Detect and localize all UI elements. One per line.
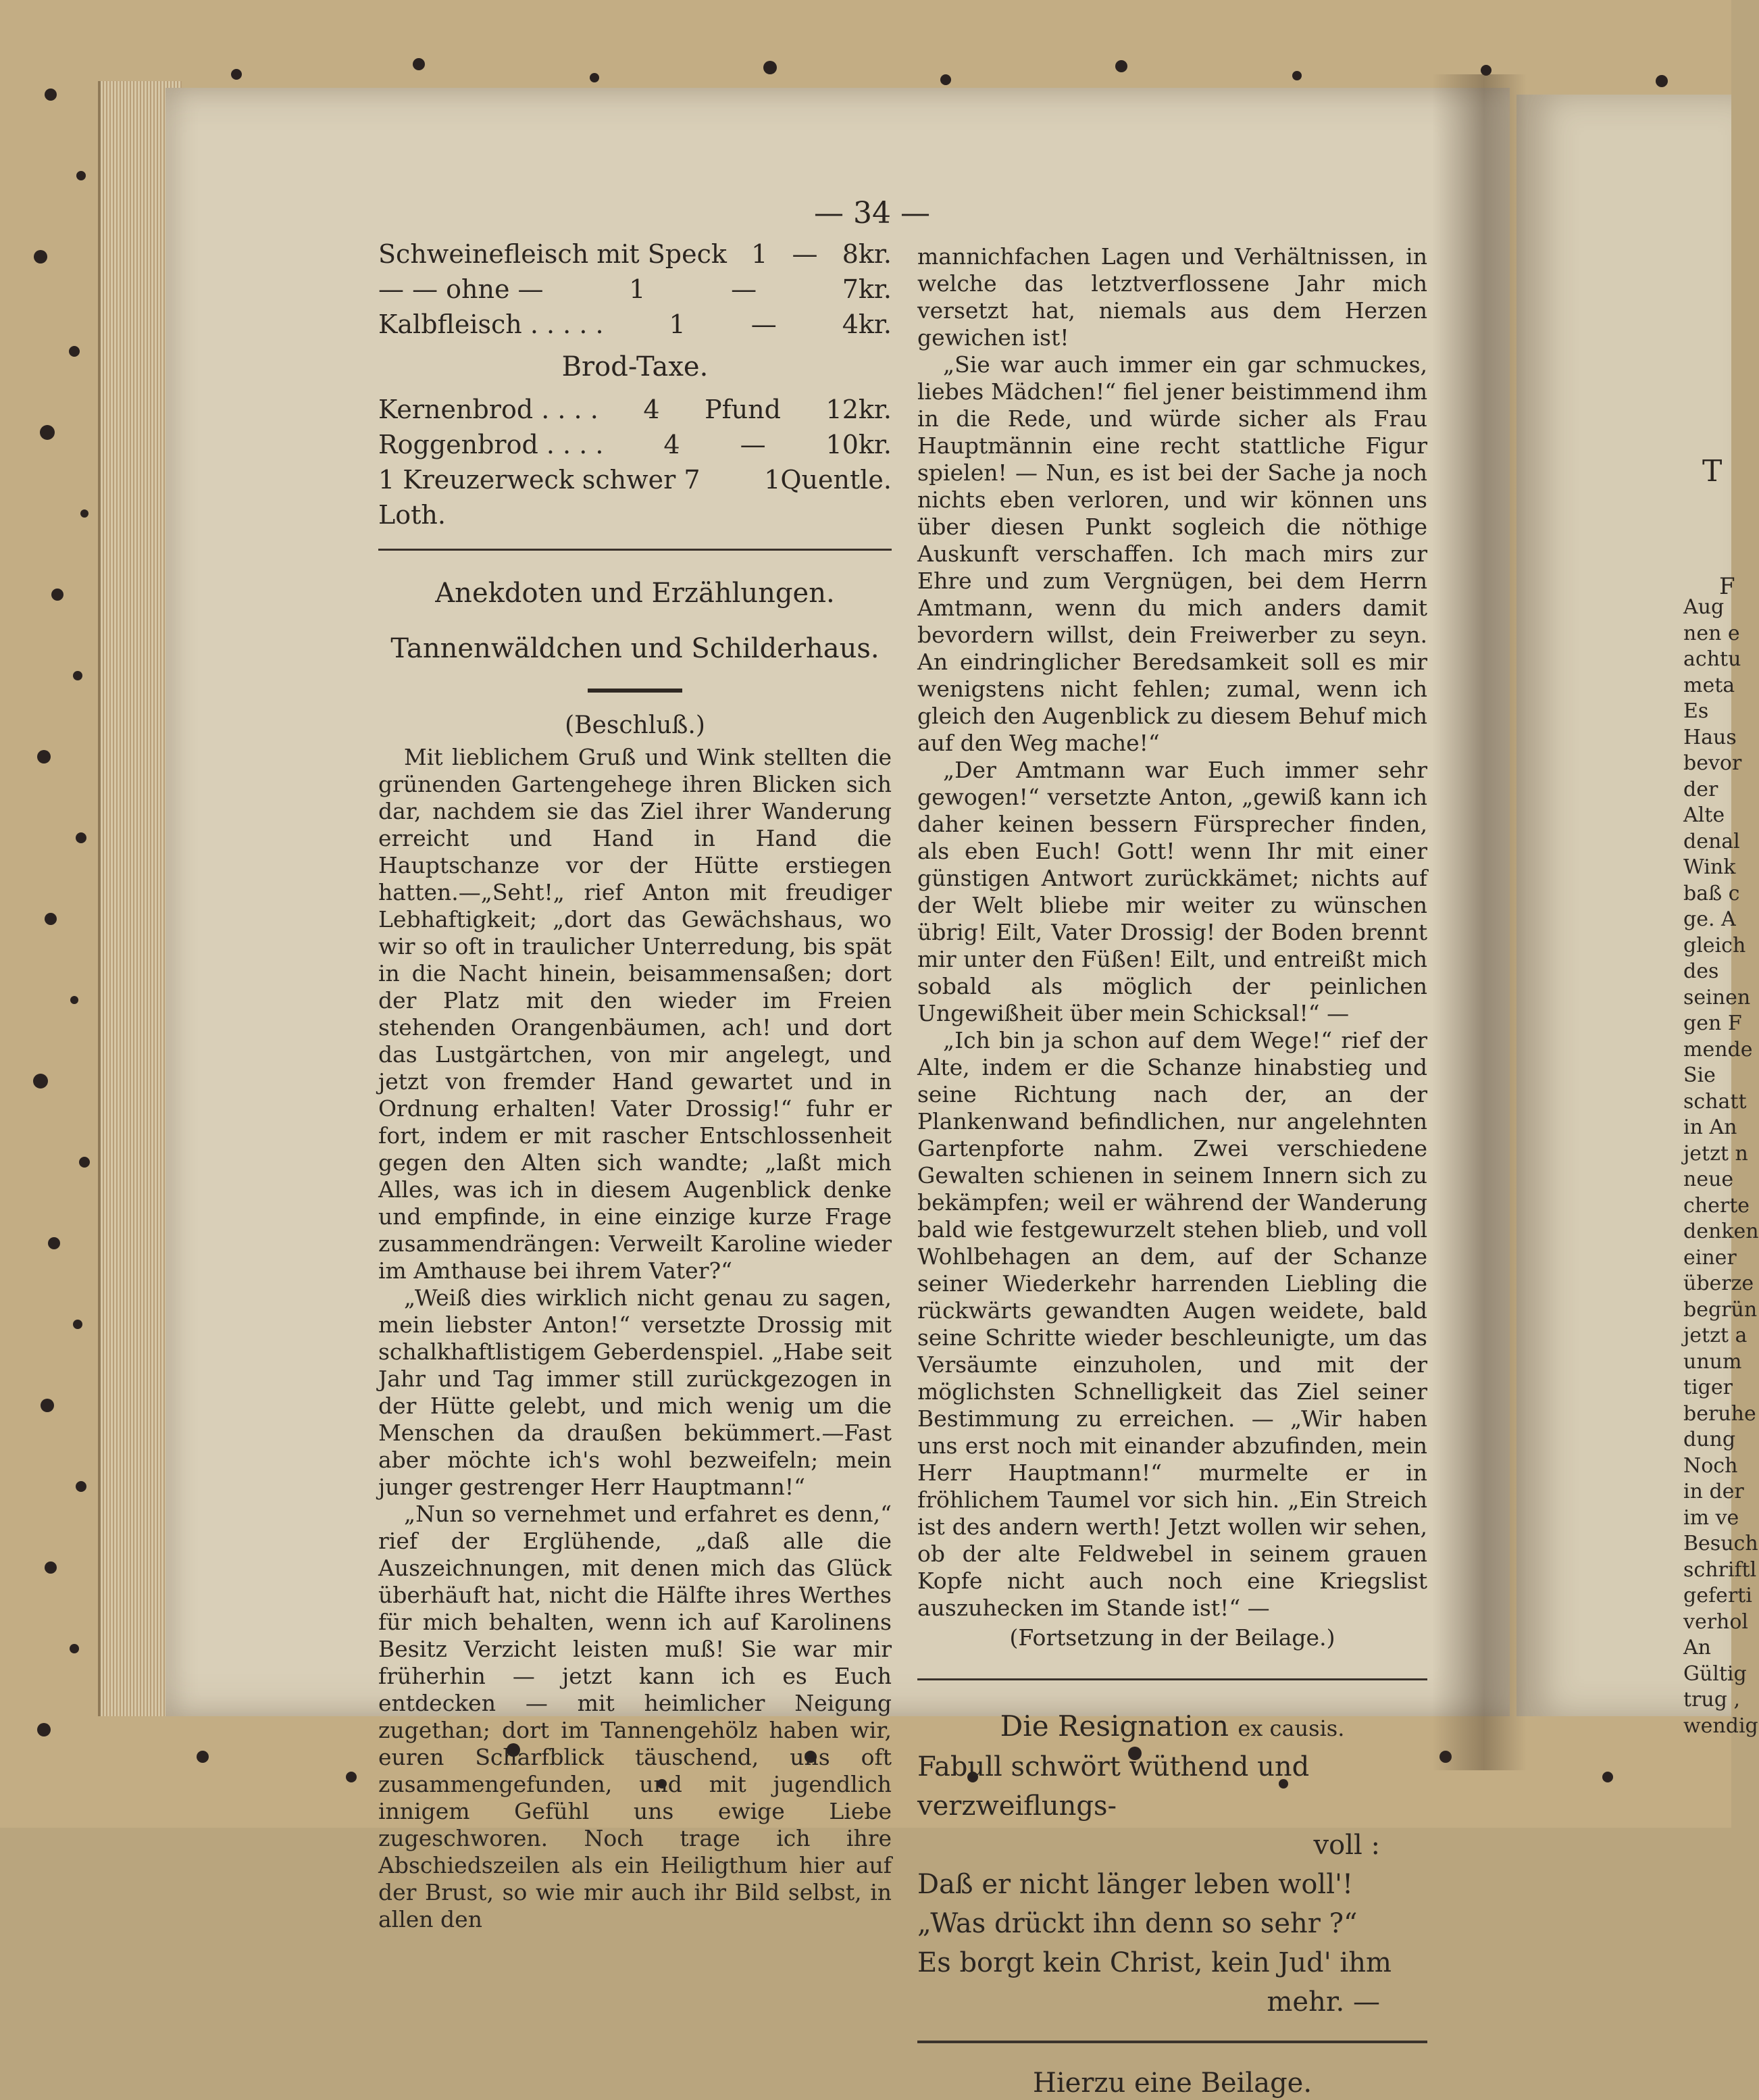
price-row [378, 236, 892, 272]
poem-title-suffix: ex causis. [1238, 1716, 1345, 1741]
bread-heading: Brod-Taxe. [561, 351, 709, 382]
facing-page-fragment: beruhe [1683, 1401, 1756, 1426]
poem-line: Fabull schwört wüthend und verzweiflungs- [917, 1751, 1310, 1822]
paragraph: mannichfachen Lagen und Verhältnissen, in welche das letztverflossene Jahr mich versetzt hat, niemals aus dem Herzen gewichen ist! [917, 243, 1427, 351]
story-title: Tannenwäldchen und Schilderhaus. [390, 633, 880, 664]
price-item: Kalbfleisch . . . . . [378, 309, 604, 339]
facing-page-fragment: einer [1683, 1245, 1737, 1270]
paragraph: „Nun so vernehmet und erfahret es denn,“ rief der Erglühende, „daß alle die Auszeichnungen, mit denen mich das Glück überhäuft hat, nicht die Hälfte ihres Werthes für mich behalten, wenn ich auf Karolinens Besitz Verzicht leisten muß! Sie war mir früherhin — jetzt kann ich es Euch entdecken — mit heimlicher Neigung zugethan; dort im Tannengehölz haben wir, euren Scharfblick täuschend, uns oft zusammengefunden, und mit jugendlich innigem Gefühl uns ewige Liebe zugeschworen. Noch trage ich ihre Abschiedszeilen als ein Heiligthum hier auf der Brust, so wie mir auch ihr Bild selbst, in allen den [378, 1501, 892, 1932]
facing-page-fragment: Sie [1683, 1064, 1716, 1087]
price-value: 8kr. [842, 239, 892, 269]
price-row [378, 307, 892, 342]
price-value: 4kr. [842, 309, 892, 339]
price-row [378, 462, 892, 532]
divider [378, 549, 892, 551]
facing-page-fragment: überze [1683, 1272, 1754, 1295]
price-dash: — [792, 239, 818, 269]
facing-page-fragment: Noch [1683, 1453, 1738, 1478]
poem-title-line [917, 1707, 1427, 1747]
paragraph: „Der Amtmann war Euch immer sehr gewogen!“ versetzte Anton, „gewiß kann ich daher keinen bessern Fürsprecher finden, als eben Euch! Gott! wenn Ihr mit einer günstigen Antwort zurückkämet; nichts auf der Welt bliebe mir weiter zu wünschen übrig! Eilt, Vater Drossig! der Boden brennt mir unter den Füßen! Eilt, und entreißt mich sobald als möglich der peinlichen Ungewißheit über mein Schicksal!“ — [917, 757, 1427, 1026]
facing-page-fragment: in der [1683, 1480, 1744, 1503]
facing-page-fragment: trug , [1683, 1688, 1740, 1711]
price-dash: — [731, 274, 757, 304]
facing-page-fragment: Aug [1683, 595, 1725, 619]
poem-line: Daß er nicht länger leben woll'! [917, 1869, 1354, 1900]
facing-page-fragment: denken [1683, 1220, 1759, 1243]
facing-page-heading: T [1702, 454, 1723, 489]
poem-line: voll : [1313, 1830, 1380, 1861]
short-divider [588, 689, 682, 693]
facing-page-fragment: dung [1683, 1428, 1736, 1451]
price-qty: 1 [669, 309, 686, 339]
facing-page-fragment: achtu [1683, 647, 1741, 671]
facing-page-fragment: jetzt n [1683, 1141, 1748, 1166]
left-column [378, 236, 892, 1933]
paragraph: „Sie war auch immer ein gar schmuckes, liebes Mädchen!“ fiel jener beistimmend ihm in die Rede, und würde sicher als Frau Hauptmännin eine recht stattliche Figur spielen! — Nun, es ist bei der Sache ja noch nichts eben verloren, und wir können uns über diesen Punkt sogleich die nöthige Auskunft verschaffen. Ich mach mirs zur Ehre und zum Vergnügen, bei dem Herrn Amtmann, wenn du mich anders damit bevordern willst, dein Freiwerber zu seyn. An eindringlicher Beredsamkeit soll es mir wenigstens nicht fehlen; zumal, wenn ich gleich den Augenblick zu diesem Behuf mich auf den Weg mache!“ [917, 351, 1427, 756]
price-row [378, 392, 892, 427]
price-unit: Pfund [705, 395, 781, 424]
continuation-note: (Fortsetzung in der Beilage.) [1009, 1624, 1335, 1651]
poem [917, 1747, 1427, 2022]
facing-page-fragment: Gültig [1683, 1661, 1747, 1686]
price-qty: 4 [643, 395, 660, 424]
facing-page-fragment: neue [1683, 1168, 1734, 1191]
supplement-note: Hierzu eine Beilage. [1032, 2068, 1312, 2099]
facing-page-fragment: Wink [1683, 855, 1736, 879]
facing-page-fragment: der [1683, 777, 1718, 801]
price-row [378, 427, 892, 462]
spine-shadow [1432, 74, 1527, 1770]
facing-page-fragment: bevor [1683, 751, 1742, 775]
price-row [378, 272, 892, 307]
facing-page-fragment: Haus [1683, 725, 1737, 749]
facing-page-fragment: Besuch [1683, 1532, 1758, 1555]
facing-page-fragment: denal [1683, 829, 1740, 853]
price-value: Quentle. [780, 465, 892, 495]
facing-page-fragment: schriftl [1683, 1557, 1757, 1582]
price-item: — — ohne — [378, 274, 544, 304]
facing-page-fragment: An [1683, 1636, 1711, 1659]
paragraph: „Ich bin ja schon auf dem Wege!“ rief der Alte, indem er die Schanze hinabstieg und seine Richtung nach der, an der Plankenwand befindlichen, nur angelehnten Gartenpforte nahm. Zwei verschiedene Gewalten schienen in seinem Innern sich zu bekämpfen; weil er während der Wanderung bald wie festgewurzelt stehen blieb, und voll Wohlbehagen an dem, auf der Schanze seiner Wiederkehr harrenden Liebling die rückwärts gewandten Augen weidete, bald seine Schritte wieder beschleunigte, um das Versäumte einzuholen, und mit der möglichsten Schnelligkeit das Ziel seiner Bestimmung zu erreichen. — „Wir haben uns erst noch mit einander abzufinden, mein Herr Hauptmann!“ murmelte er in fröhlichem Taumel vor sich hin. „Ein Streich ist des andern werth! Jetzt wollen wir sehen, ob der alte Feldwebel in seinem grauen Kopfe nicht auch noch eine Kriegslist auszuhecken im Stande ist!“ — [917, 1027, 1427, 1621]
paragraph: Mit lieblichem Gruß und Wink stellten die grünenden Gartengehege ihren Blicken sich dar, nachdem sie das Ziel ihrer Wanderung erreicht und Hand in Hand die Hauptschanze vor der Hütte erstiegen hatten.—„Seht!„ rief Anton mit freudiger Lebhaftigkeit; „dort das Gewächshaus, wo wir so oft in traulicher Unterredung, bis spät in die Nacht hinein, beisammensaßen; dort der Platz mit den wieder im Freien stehenden Orangenbäumen, ach! und dort das Lustgärtchen, von mir angelegt, und jetzt von fremder Hand gewartet und in Ordnung erhalten! Vater Drossig!“ fuhr er fort, indem er mit rascher Entschlossenheit gegen den Alten sich wandte; „laßt mich Alles, was ich in diesem Augenblick denke und empfinde, in eine einzige kurze Frage zusammendrängen: Verweilt Karoline wieder im Amthause bei ihrem Vater?“ [378, 744, 892, 1284]
facing-page-fragment: verhol [1683, 1609, 1749, 1634]
page-number: — 34 — [814, 196, 930, 230]
facing-page-fragment: Alte [1683, 803, 1725, 827]
price-dash: — [750, 309, 777, 339]
facing-page-fragment: wendig [1683, 1714, 1758, 1738]
section-heading: Anekdoten und Erzählungen. [435, 578, 835, 609]
conclusion-label: (Beschluß.) [565, 711, 705, 739]
poem-title: Die Resignation [1000, 1709, 1229, 1743]
facing-page-fragment: in An [1683, 1116, 1737, 1139]
poem-line: Es borgt kein Christ, kein Jud' ihm [917, 1947, 1392, 1978]
price-unit: 1 [764, 465, 781, 495]
right-column [917, 243, 1427, 2100]
facing-page-fragment: cherte [1683, 1193, 1750, 1218]
paragraph: „Weiß dies wirklich nicht genau zu sagen, mein liebster Anton!“ versetzte Drossig mit schalkhaftlistigem Geberdenspiel. „Habe seit Jahr und Tag immer still zurückgezogen in der Hütte gelebt, und mich wenig um die Menschen da draußen bekümmert.—Fast aber möchte ich's wohl bezweifeln; mein junger gestrenger Herr Hauptmann!“ [378, 1284, 892, 1500]
facing-page-fragment: schatt [1683, 1089, 1747, 1114]
facing-page-fragment: begrün [1683, 1297, 1758, 1322]
price-value: 12kr. [825, 395, 892, 424]
facing-page-fragment: jetzt a [1683, 1324, 1748, 1347]
price-qty: 1 [629, 274, 646, 304]
facing-page-fragment: mende [1683, 1037, 1753, 1061]
facing-page-fragment: meta [1683, 673, 1735, 697]
facing-page-fragment: Es [1683, 699, 1709, 723]
facing-page-fragment: ge. A [1683, 907, 1736, 931]
meat-price-list [378, 236, 892, 342]
price-qty: 4 [663, 430, 680, 459]
divider [917, 1678, 1427, 1680]
facing-page-fragment: tiger [1683, 1376, 1733, 1399]
facing-page-fragment: gen F [1683, 1011, 1742, 1035]
bread-price-list [378, 392, 892, 532]
price-unit: — [740, 430, 766, 459]
poem-line: „Was drückt ihn denn so sehr ?“ [917, 1908, 1358, 1939]
facing-page-fragment: im ve [1683, 1505, 1739, 1530]
price-item: Kernenbrod . . . . [378, 395, 598, 424]
facing-page-column [1683, 595, 1759, 1739]
facing-page-fragment: gleich [1683, 933, 1746, 957]
poem-line: mehr. — [1267, 1986, 1380, 2018]
price-value: 7kr. [842, 274, 892, 304]
price-item: 1 Kreuzerweck schwer 7 Loth. [378, 465, 700, 530]
price-item: Schweinefleisch mit Speck [378, 239, 727, 269]
facing-page-fragment: seinen [1683, 985, 1751, 1009]
facing-page-fragment: des [1683, 959, 1719, 983]
facing-page-fragment: baß c [1683, 881, 1740, 905]
facing-page-fragment: unum [1683, 1349, 1742, 1374]
divider [917, 2041, 1427, 2043]
price-item: Roggenbrod . . . . [378, 430, 604, 459]
price-value: 10kr. [825, 430, 892, 459]
facing-page-fragment: geferti [1683, 1584, 1752, 1607]
facing-page-fragment: nen e [1683, 621, 1740, 645]
facing-page-initial: F [1719, 573, 1735, 600]
price-qty: 1 [751, 239, 768, 269]
